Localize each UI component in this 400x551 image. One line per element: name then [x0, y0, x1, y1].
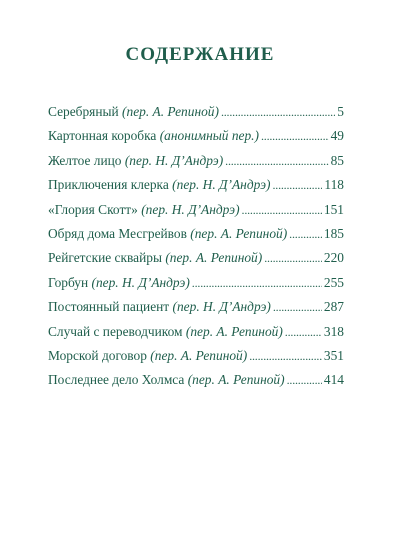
toc-entry [48, 153, 344, 177]
dot-leader [264, 250, 322, 266]
dot-leader [272, 177, 322, 193]
toc-entry [48, 324, 344, 348]
story-title: Случай с переводчиком [48, 323, 183, 339]
story-title: Приключения клерка [48, 177, 169, 193]
translator-note: (пер. А. Репиной) [122, 104, 219, 119]
toc-entry [48, 348, 344, 372]
story-title: Серебряный [48, 104, 119, 119]
story-title: Горбун [48, 274, 89, 290]
dot-leader [285, 324, 322, 340]
page-number: 5 [337, 104, 344, 119]
story-title: Обряд дома Месгрейвов [48, 225, 187, 241]
entry-title [48, 128, 259, 144]
table-of-contents [48, 104, 344, 397]
entry-title [48, 226, 287, 242]
translator-note: (пер. Н. Д’Андрэ) [172, 299, 271, 315]
story-title: Рейгетские сквайры [48, 250, 162, 266]
page-number: 351 [323, 347, 344, 363]
page-number: 255 [323, 274, 344, 290]
dot-leader [242, 202, 322, 218]
dot-leader [289, 226, 322, 242]
toc-entry [48, 372, 344, 396]
page-number: 220 [323, 250, 344, 266]
toc-entry [48, 128, 344, 152]
translator-note: (пер. А. Репиной) [150, 347, 248, 363]
dot-leader [273, 299, 322, 315]
page-number: 49 [330, 128, 344, 144]
toc-entry [48, 104, 344, 128]
dot-leader [249, 348, 322, 364]
translator-note: (пер. Н. Д’Андрэ) [141, 201, 240, 217]
entry-title [48, 372, 285, 388]
entry-title [48, 202, 240, 218]
toc-entry [48, 299, 344, 323]
translator-note: (пер. А. Репиной) [190, 225, 288, 241]
translator-note: (пер. Н. Д’Андрэ) [172, 177, 271, 193]
toc-entry [48, 202, 344, 226]
page-number: 414 [323, 372, 344, 388]
story-title: Последнее дело Холмса [48, 372, 185, 388]
entry-title [48, 299, 271, 315]
story-title: Постоянный пациент [48, 299, 170, 315]
toc-entry [48, 275, 344, 299]
entry-title [48, 324, 283, 340]
page-number: 185 [323, 225, 344, 241]
translator-note: (пер. А. Репиной) [165, 250, 263, 266]
toc-entry [48, 250, 344, 274]
story-title: Картонная коробка [48, 128, 157, 144]
translator-note: (пер. Н. Д’Андрэ) [124, 152, 224, 168]
story-title: «Глория Скотт» [48, 201, 138, 217]
page-number: 151 [323, 201, 344, 217]
dot-leader [225, 153, 328, 169]
entry-title [48, 177, 270, 193]
toc-entry [48, 177, 344, 201]
entry-title [48, 275, 190, 291]
story-title: Морской договор [48, 347, 147, 363]
dot-leader [287, 372, 322, 388]
dot-leader [192, 275, 322, 291]
toc-entry [48, 226, 344, 250]
entry-title [48, 153, 223, 169]
story-title: Желтое лицо [48, 152, 122, 168]
entry-title [48, 104, 219, 120]
translator-note: (пер. Н. Д’Андрэ) [91, 274, 190, 290]
translator-note: (пер. А. Репиной) [187, 372, 285, 388]
page-title: СОДЕРЖАНИЕ [125, 44, 275, 65]
dot-leader [221, 104, 335, 120]
page-number: 318 [323, 323, 344, 339]
entry-title [48, 348, 247, 364]
translator-note: (анонимный пер.) [159, 128, 259, 144]
page-number: 287 [323, 299, 344, 315]
page-number: 118 [324, 177, 344, 193]
translator-note: (пер. А. Репиной) [185, 323, 283, 339]
page-number: 85 [330, 152, 344, 168]
entry-title [48, 250, 262, 266]
dot-leader [261, 128, 329, 144]
